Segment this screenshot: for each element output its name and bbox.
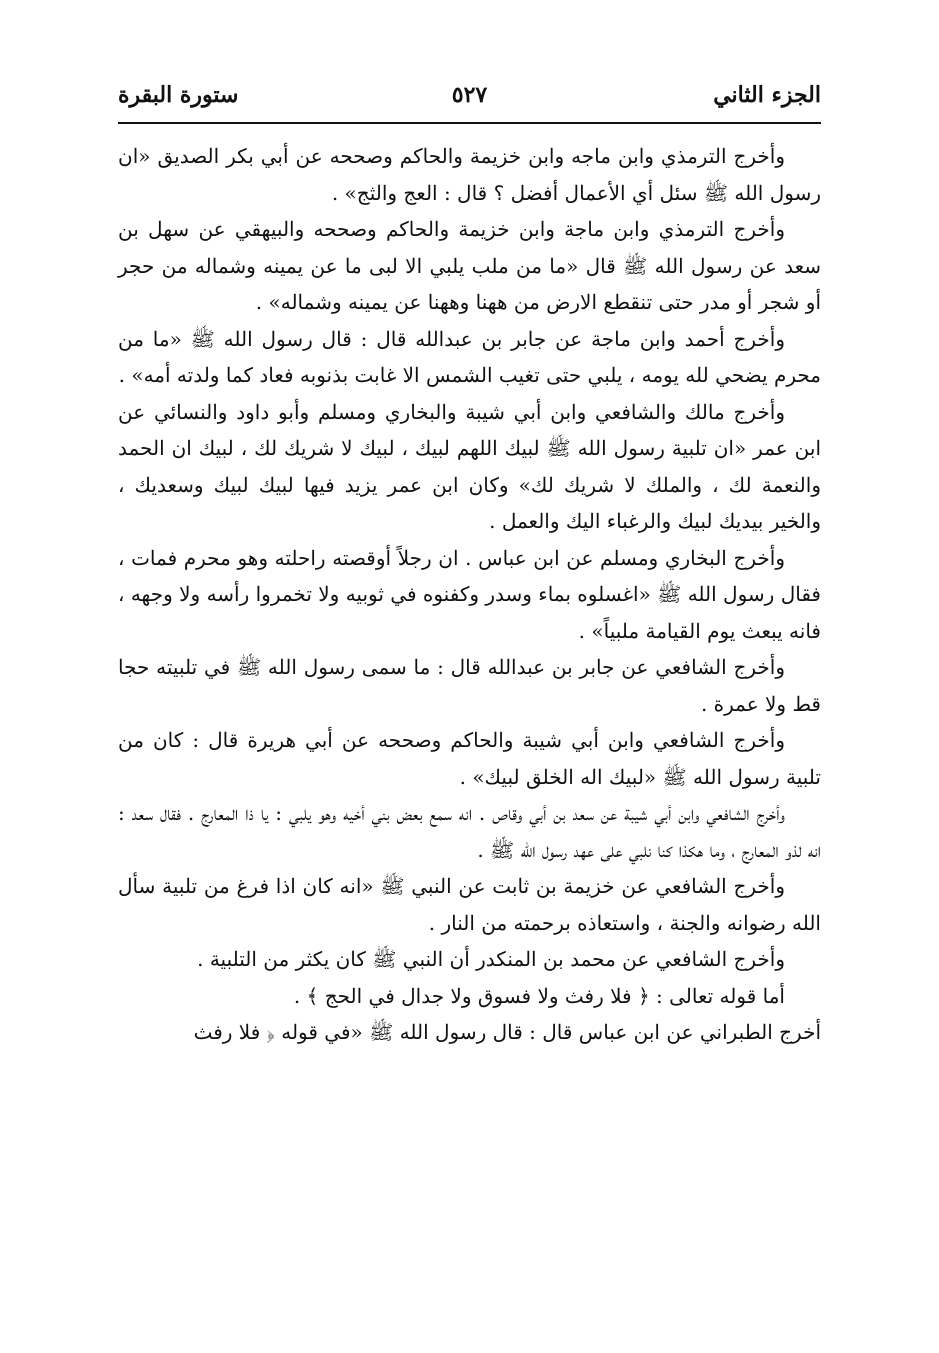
header-rule [118, 122, 821, 124]
running-header [118, 70, 821, 122]
part-title: الجزء الثاني [713, 82, 821, 108]
paragraph: أما قوله تعالى : ﴿ فلا رفث ولا فسوق ولا جدال في الحج ﴾ . [293, 983, 785, 1008]
paragraph: وأخرج الشافعي وابن أبي شيبة والحاكم وصححه عن أبي هريرة قال : كان من تلبية رسول الله ﷺ «لبيك اله الخلق لبيك» . [118, 728, 821, 789]
paragraph: وأخرج أحمد وابن ماجة عن جابر بن عبدالله قال : قال رسول الله ﷺ «ما من محرم يضحي لله يومه ، يلبي حتى تغيب الشمس الا غابت بذنوبه فعاد كما ولدته أمه» . [118, 326, 821, 387]
body-text [118, 138, 821, 1051]
paragraph: وأخرج الشافعي عن خزيمة بن ثابت عن النبي ﷺ «انه كان اذا فرغ من تلبية سأل الله رضوانه والجنة ، واستعاذه برحمته من النار . [118, 874, 821, 935]
book-page [118, 70, 821, 1300]
surah-title: ستورة البقرة [118, 82, 239, 108]
paragraph: أخرج الطبراني عن ابن عباس قال : قال رسول الله ﷺ «في قوله ﴿ فلا رفث [193, 1020, 821, 1044]
paragraph: وأخرج الشافعي وابن أبي شيبة عن سعد بن أبي وقاص . انه سمع بعض بني أخيه وهو يلبي : يا ذا المعارج . فقال سعد : انه لذو المعارج ، وما هكذا كنا نلبي على عهد رسول الله ﷺ . [118, 801, 821, 862]
paragraph: وأخرج البخاري ومسلم عن ابن عباس . ان رجلاً أوقصته راحلته وهو محرم فمات ، فقال رسول الله ﷺ «اغسلوه بماء وسدر وكفنوه في ثوبيه ولا تخمروا رأسه ولا وجهه ، فانه يبعث يوم القيامة ملبياً» . [118, 545, 821, 643]
page-number: ٥٢٧ [451, 82, 488, 108]
paragraph: وأخرج الشافعي عن محمد بن المنكدر أن النبي ﷺ كان يكثر من التلبية . [197, 947, 785, 971]
paragraph: وأخرج الترمذي وابن ماجه وابن خزيمة والحاكم وصححه عن أبي بكر الصديق «ان رسول الله ﷺ سئل أي الأعمال أفضل ؟ قال : العج والثج» . [118, 144, 821, 205]
paragraph: وأخرج الترمذي وابن ماجة وابن خزيمة والحاكم وصححه والبيهقي عن سهل بن سعد عن رسول الله ﷺ قال «ما من ملب يلبي الا لبى ما عن يمينه وشماله من حجر أو شجر أو مدر حتى تنقطع الارض من ههنا وههنا عن يمينه وشماله» . [118, 217, 821, 314]
paragraph: وأخرج الشافعي عن جابر بن عبدالله قال : ما سمى رسول الله ﷺ في تلبيته حجا قط ولا عمرة . [118, 655, 821, 716]
paragraph: وأخرج مالك والشافعي وابن أبي شيبة والبخاري ومسلم وأبو داود والنسائي عن ابن عمر «ان تلبية رسول الله ﷺ لبيك اللهم لبيك ، لبيك لا شريك لك ، لبيك ان الحمد والنعمة لك ، والملك لا شريك لك» وكان ابن عمر يزيد فيها لبيك لبيك وسعديك ، والخير بيديك لبيك والرغباء اليك والعمل . [118, 399, 821, 533]
